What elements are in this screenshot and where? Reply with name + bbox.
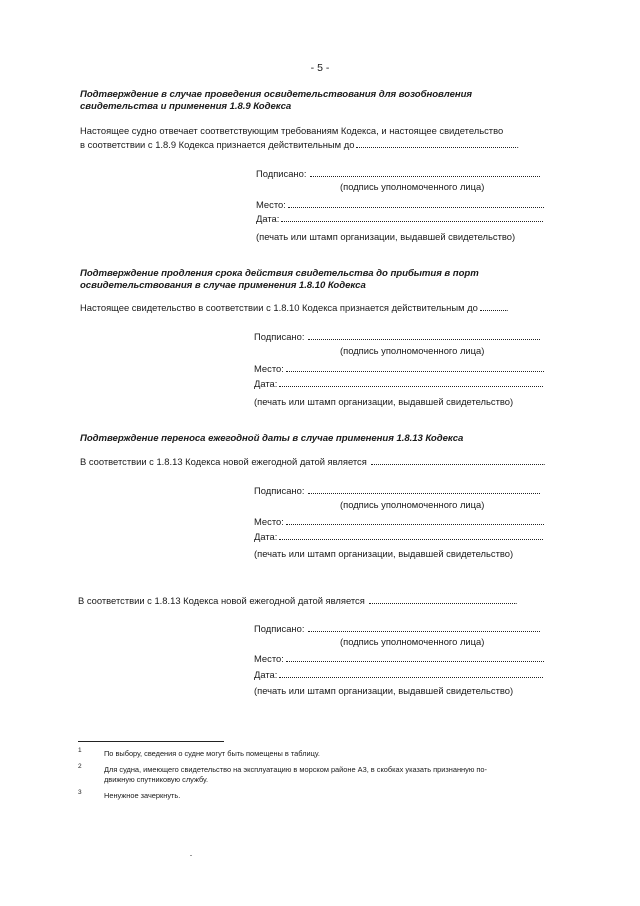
place-dotted-line bbox=[286, 515, 544, 525]
place-dotted-line bbox=[288, 198, 544, 208]
footnote-3-text: Ненужное зачеркнуть. bbox=[104, 791, 181, 800]
annual-date-dotted-line bbox=[371, 455, 543, 465]
place-dotted-line bbox=[286, 652, 544, 662]
section-3-body-text: В соответствии с 1.8.13 Кодекса новой ежегодной датой является bbox=[80, 456, 367, 467]
section-4-body-line-1: В соответствии с 1.8.13 Кодекса новой ежегодной датой является . bbox=[78, 595, 518, 606]
section-1-body-line-2-text: в соответствии с 1.8.9 Кодекса признается действительным до bbox=[80, 139, 355, 150]
footnote-2-text-line-2: движную спутниковую службу. bbox=[104, 775, 209, 784]
section-3-body-line-1: В соответствии с 1.8.13 Кодекса новой ежегодной датой является . bbox=[80, 456, 546, 467]
place-label: Место: bbox=[254, 653, 284, 664]
signed-line bbox=[254, 330, 540, 343]
footnote-2-text-line-1: Для судна, имеющего свидетельство на эксплуатацию в морском районе А3, в скобках указать признанную по- bbox=[104, 765, 487, 774]
section-3-heading: Подтверждение переноса ежегодной даты в случае применения 1.8.13 Кодекса bbox=[80, 433, 464, 444]
date-dotted-line bbox=[281, 212, 543, 222]
signed-line bbox=[256, 167, 540, 180]
date-dotted-line bbox=[279, 530, 543, 540]
signed-label: Подписано: bbox=[254, 623, 305, 634]
section-2-body-line-1: Настоящее свидетельство в соответствии с 1.8.10 Кодекса признается действительным до . bbox=[80, 302, 509, 313]
signed-label: Подписано: bbox=[254, 331, 305, 342]
stamp-caption: (печать или штамп организации, выдавшей свидетельство) bbox=[254, 685, 514, 696]
signed-line bbox=[254, 622, 540, 635]
date-line bbox=[254, 377, 543, 390]
signature-dotted-line bbox=[308, 484, 540, 494]
date-line bbox=[256, 212, 543, 225]
section-2-heading-line-1: Подтверждение продления срока действия свидетельства до прибытия в порт bbox=[80, 268, 479, 279]
section-4-body-text: В соответствии с 1.8.13 Кодекса новой ежегодной датой является bbox=[78, 595, 365, 606]
section-2-body-text: Настоящее свидетельство в соответствии с 1.8.10 Кодекса признается действительным до bbox=[80, 302, 478, 313]
signature-dotted-line bbox=[308, 330, 540, 340]
signature-caption: (подпись уполномоченного лица) bbox=[340, 636, 485, 647]
section-1-body-line-1: Настоящее судно отвечает соответствующим требованиям Кодекса, и настоящее свидетельство bbox=[80, 125, 504, 136]
section-1-heading-line-1: Подтверждение в случае проведения освидетельствования для возобновления bbox=[80, 89, 473, 100]
footnote-3-number: 3 bbox=[78, 789, 82, 796]
date-label: Дата: bbox=[254, 669, 278, 680]
date-line bbox=[254, 530, 543, 543]
place-line bbox=[254, 515, 544, 528]
place-label: Место: bbox=[256, 199, 286, 210]
date-label: Дата: bbox=[254, 378, 278, 389]
valid-until-dotted-line bbox=[480, 301, 506, 311]
signed-label: Подписано: bbox=[254, 485, 305, 496]
signature-caption: (подпись уполномоченного лица) bbox=[340, 499, 485, 510]
date-dotted-line bbox=[279, 668, 543, 678]
annual-date-dotted-line bbox=[369, 594, 515, 604]
stamp-caption: (печать или штамп организации, выдавшей свидетельство) bbox=[254, 396, 514, 407]
footnote-2-number: 2 bbox=[78, 763, 82, 770]
page-number: - 5 - bbox=[310, 62, 330, 74]
scan-speck bbox=[190, 855, 192, 856]
signed-line bbox=[254, 484, 540, 497]
valid-until-dotted-line bbox=[356, 138, 516, 148]
signature-caption: (подпись уполномоченного лица) bbox=[340, 181, 485, 192]
place-label: Место: bbox=[254, 363, 284, 374]
place-dotted-line bbox=[286, 362, 544, 372]
signed-label: Подписано: bbox=[256, 168, 307, 179]
footnote-1-text: По выбору, сведения о судне могут быть помещены в таблицу. bbox=[104, 749, 320, 758]
date-dotted-line bbox=[279, 377, 543, 387]
date-label: Дата: bbox=[256, 213, 280, 224]
place-label: Место: bbox=[254, 516, 284, 527]
place-line bbox=[256, 198, 544, 211]
stamp-caption: (печать или штамп организации, выдавшей свидетельство) bbox=[254, 548, 514, 559]
stamp-caption: (печать или штамп организации, выдавшей свидетельство) bbox=[256, 231, 516, 242]
date-label: Дата: bbox=[254, 531, 278, 542]
signature-caption: (подпись уполномоченного лица) bbox=[340, 345, 485, 356]
date-line bbox=[254, 668, 543, 681]
place-line bbox=[254, 652, 544, 665]
section-2-heading-line-2: освидетельствования в случае применения 1.8.10 Кодекса bbox=[80, 280, 366, 291]
footnote-1-number: 1 bbox=[78, 747, 82, 754]
section-1-heading-line-2: свидетельства и применения 1.8.9 Кодекса bbox=[80, 101, 292, 112]
signature-dotted-line bbox=[308, 622, 540, 632]
place-line bbox=[254, 362, 544, 375]
footnote-separator bbox=[78, 741, 224, 742]
section-1-body-line-2: в соответствии с 1.8.9 Кодекса признается действительным до . bbox=[80, 139, 520, 150]
signature-dotted-line bbox=[310, 167, 540, 177]
